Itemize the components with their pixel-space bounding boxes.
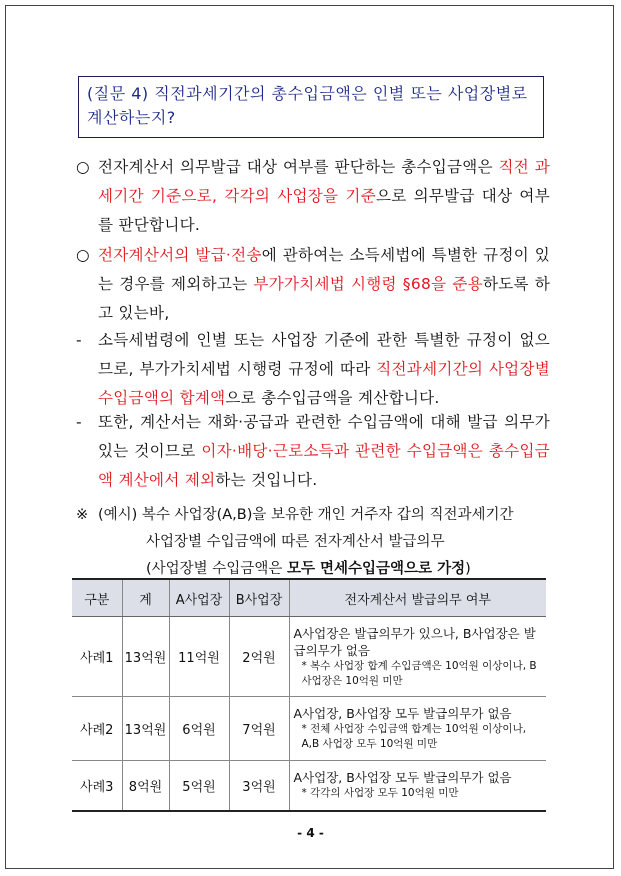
case-site-a: 11억원 bbox=[169, 617, 229, 697]
paragraph-1 bbox=[76, 153, 550, 240]
case-detail-note: * 각각의 사업장 모두 10억원 미만 bbox=[301, 787, 459, 800]
example-line-3-a: (사업장별 수입금액은 bbox=[146, 561, 287, 577]
para2-highlight-2: 부가가치세법 시행령 §68을 준용 bbox=[253, 275, 483, 293]
dash-bullet: - bbox=[76, 413, 82, 431]
case-label: 사례3 bbox=[72, 761, 122, 811]
para1-text-a: 전자계산서 의무발급 대상 여부를 판단하는 총수입금액은 bbox=[98, 158, 499, 176]
case-label: 사례1 bbox=[72, 617, 122, 697]
header-obligation: 전자계산서 발급의무 여부 bbox=[289, 579, 546, 617]
dash-bullet: - bbox=[76, 331, 82, 349]
header-site-a: A사업장 bbox=[169, 579, 229, 617]
table-row bbox=[72, 617, 546, 697]
para2-text-a: 에 관하여는 소득세법에 특별한 규정이 있는 경우를 제외하고는 bbox=[98, 246, 551, 293]
question-box bbox=[78, 76, 544, 138]
case-site-b: 2억원 bbox=[229, 617, 289, 697]
para2-highlight-1: 전자계산서의 발급·전송 bbox=[98, 246, 262, 264]
case-total: 8억원 bbox=[122, 761, 169, 811]
header-category: 구분 bbox=[72, 579, 122, 617]
case-detail bbox=[289, 761, 546, 811]
header-site-b: B사업장 bbox=[229, 579, 289, 617]
case-detail-main: A사업장, B사업장 모두 발급의무가 없음 bbox=[293, 706, 512, 721]
para2-text-b: 하도록 하고 있는바, bbox=[98, 275, 550, 322]
case-detail-note: * 전체 사업장 수입금액 합계는 10억원 이상이나, A,B 사업장 모두 10억원 미만 bbox=[301, 723, 527, 750]
example-line-3-bold: 모두 면세수입금액으로 가정 bbox=[286, 561, 466, 577]
header-total: 계 bbox=[122, 579, 169, 617]
example-line-1: (예시) 복수 사업장(A,B)을 보유한 개인 거주자 갑의 직전과세기간 bbox=[98, 507, 514, 523]
case-site-b: 3억원 bbox=[229, 761, 289, 811]
para4-text-b: 하는 것입니다. bbox=[215, 471, 318, 489]
reference-mark: ※ bbox=[76, 507, 89, 523]
para3-text-b: 으로 총수입금액을 계산합니다. bbox=[225, 389, 440, 407]
para3-highlight: 직전과세기간의 사업장별 수입금액의 합계액 bbox=[98, 360, 551, 407]
para1-highlight: 직전 과세기간 기준으로, 각각의 사업장을 기준 bbox=[98, 158, 550, 205]
para4-text-a: 또한, 계산서는 재화·공급과 관련한 수입금액에 대해 발급 의무가 있는 것이므로 bbox=[98, 413, 550, 460]
case-detail-main: A사업장, B사업장 모두 발급의무가 없음 bbox=[293, 770, 512, 786]
table-row bbox=[72, 761, 546, 811]
question-line-2: 계산하는지? bbox=[87, 108, 176, 127]
case-total: 13억원 bbox=[122, 617, 169, 697]
example-note bbox=[76, 502, 556, 583]
page-number: - 4 - bbox=[297, 826, 324, 840]
example-line-2: 사업장별 수입금액에 따른 전자계산서 발급의무 bbox=[146, 534, 445, 550]
para1-text-b: 으로 의무발급 대상 여부를 판단합니다. bbox=[98, 187, 550, 234]
case-detail bbox=[289, 697, 546, 761]
question-line-1: (질문 4) 직전과세기간의 총수입금액은 인별 또는 사업장별로 bbox=[87, 84, 528, 103]
case-site-b: 7억원 bbox=[229, 697, 289, 761]
para3-text-a: 소득세법령에 인별 또는 사업장 기준에 관한 특별한 규정이 없으므로, 부가가치세법 시행령 규정에 따라 bbox=[98, 331, 550, 378]
circle-bullet: ○ bbox=[76, 246, 90, 264]
circle-bullet: ○ bbox=[76, 158, 90, 176]
case-site-a: 6억원 bbox=[169, 697, 229, 761]
case-detail bbox=[289, 617, 546, 697]
table-header-row bbox=[72, 579, 546, 617]
case-label: 사례2 bbox=[72, 697, 122, 761]
case-detail-note: * 복수 사업장 합계 수입금액은 10억원 이상이나, B사업장은 10억원 미만 bbox=[301, 659, 537, 687]
case-site-a: 5억원 bbox=[169, 761, 229, 811]
para4-highlight: 이자·배당·근로소득과 관련한 수입금액은 총수입금액 계산에서 제외 bbox=[98, 442, 551, 489]
case-detail-main: A사업장은 발급의무가 있으나, B사업장은 발급의무가 없음 bbox=[293, 625, 536, 658]
paragraph-3 bbox=[76, 326, 550, 413]
table-row bbox=[72, 697, 546, 761]
example-line-3-b: ) bbox=[465, 561, 471, 577]
case-total: 13억원 bbox=[122, 697, 169, 761]
paragraph-2 bbox=[76, 241, 550, 328]
cases-table bbox=[72, 578, 546, 812]
paragraph-4 bbox=[76, 408, 550, 495]
